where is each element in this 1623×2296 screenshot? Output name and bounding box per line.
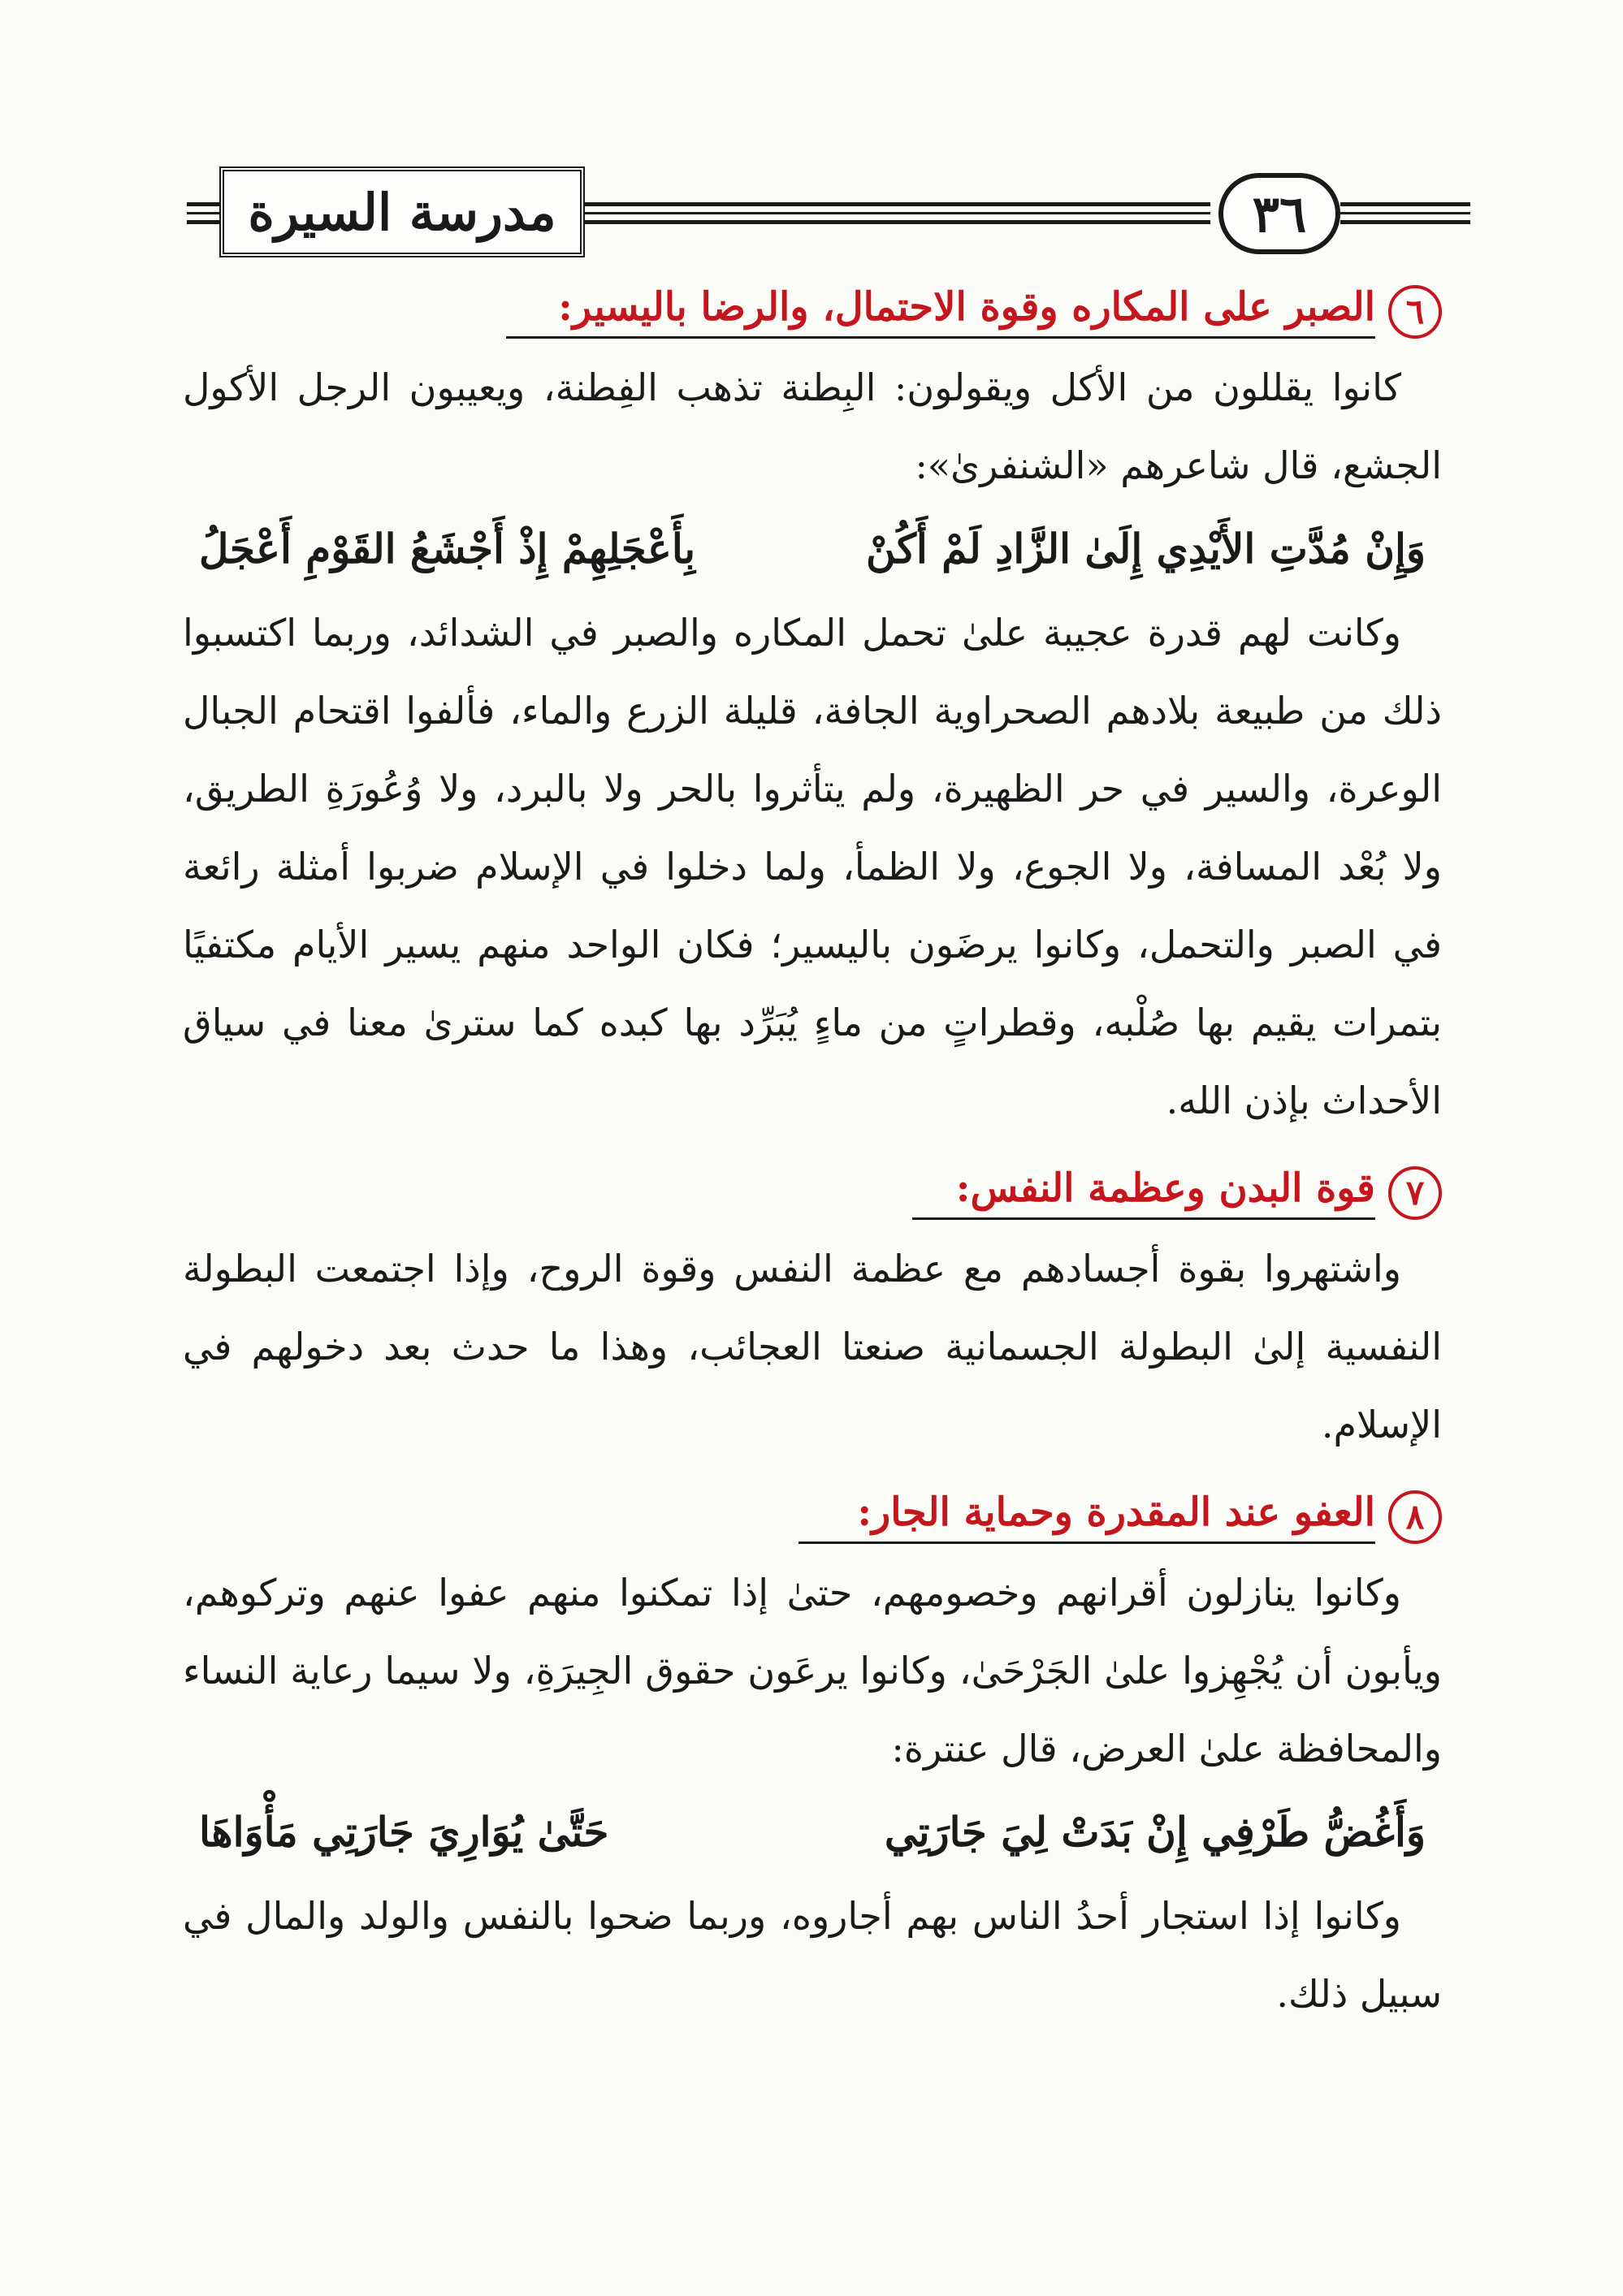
section-number: ٨ [1388,1490,1442,1544]
book-title-frame [219,166,585,257]
header-rule [187,220,219,224]
header-rule [1340,212,1470,214]
verse-second-hemistich: بِأَعْجَلِهِمْ إِذْ أَجْشَعُ القَوْمِ أَعْجَلُ [199,525,696,573]
verse-first-hemistich: وَإِنْ مُدَّتِ الأَيْدِي إِلَىٰ الزَّادِ لَمْ أَكُنْ [866,525,1426,573]
poetry-verse [183,1788,1442,1877]
header-rule [1340,202,1470,206]
page-content [183,276,1442,2033]
header-rule [585,220,1210,224]
section-heading [183,284,1442,339]
paragraph: واشتهروا بقوة أجسادهم مع عظمة النفس وقوة الروح، وإذا اجتمعت البطولة النفسية إلىٰ البطولة الجسمانية صنعتا العجائب، وهذا ما حدث بعد دخولهم في الإسلام. [183,1247,1442,1446]
header-rule [585,212,1210,214]
verse-first-hemistich: وَأَغُضُّ طَرْفِي إِنْ بَدَتْ لِيَ جَارَتِي [884,1808,1426,1856]
paragraph: وكانوا إذا استجار أحدُ الناس بهم أجاروه، وربما ضحوا بالنفس والولد والمال في سبيل ذلك. [183,1894,1442,2016]
header-rule [187,202,219,206]
section-heading [183,1490,1442,1544]
section-number: ٧ [1388,1166,1442,1220]
paragraph: وكانوا ينازلون أقرانهم وخصومهم، حتىٰ إذا تمكنوا منهم عفوا عنهم وتركوهم، ويأبون أن يُجْهِزوا علىٰ الجَرْحَىٰ، وكانوا يرعَون حقوق الجِيرَةِ، ولا سيما رعاية النساء والمحافظة علىٰ العرض، قال عنترة: [183,1571,1442,1771]
header-rule [1340,220,1470,224]
page-header [187,166,1470,264]
verse-second-hemistich: حَتَّىٰ يُوَارِيَ جَارَتِي مَأْوَاهَا [199,1808,609,1856]
paragraph: وكانت لهم قدرة عجيبة علىٰ تحمل المكاره والصبر في الشدائد، وربما اكتسبوا ذلك من طبيعة بلادهم الصحراوية الجافة، قليلة الزرع والماء، فألفوا اقتحام الجبال الوعرة، والسير في حر الظهيرة، ولم يتأثروا بالحر ولا بالبرد، ولا وُعُورَةِ الطريق، ولا بُعْد المسافة، ولا الجوع، ولا الظمأ، ولما دخلوا في الإسلام ضربوا أمثلة رائعة في الصبر والتحمل، وكانوا يرضَون باليسير؛ فكان الواحد منهم يسير الأيام مكتفيًا بتمرات يقيم بها صُلْبه، وقطراتٍ من ماءٍ يُبَرِّد بها كبده كما سترىٰ معنا في سياق الأحداث بإذن الله. [183,611,1442,1122]
section-title: قوة البدن وعظمة النفس: [912,1165,1375,1220]
section-title: الصبر على المكاره وقوة الاحتمال، والرضا باليسير: [506,284,1375,339]
header-rule [187,212,219,214]
section-heading [183,1165,1442,1220]
book-title: مدرسة السيرة [248,182,556,242]
paragraph: كانوا يقللون من الأكل ويقولون: البِطنة تذهب الفِطنة، ويعيبون الرجل الأكول الجشع، قال شاعرهم «الشنفرىٰ»: [183,365,1442,487]
section-title: العفو عند المقدرة وحماية الجار: [799,1490,1375,1544]
page-number: ٣٦ [1218,173,1340,254]
poetry-verse [183,504,1442,594]
header-rule [585,202,1210,206]
section-number: ٦ [1388,285,1442,339]
